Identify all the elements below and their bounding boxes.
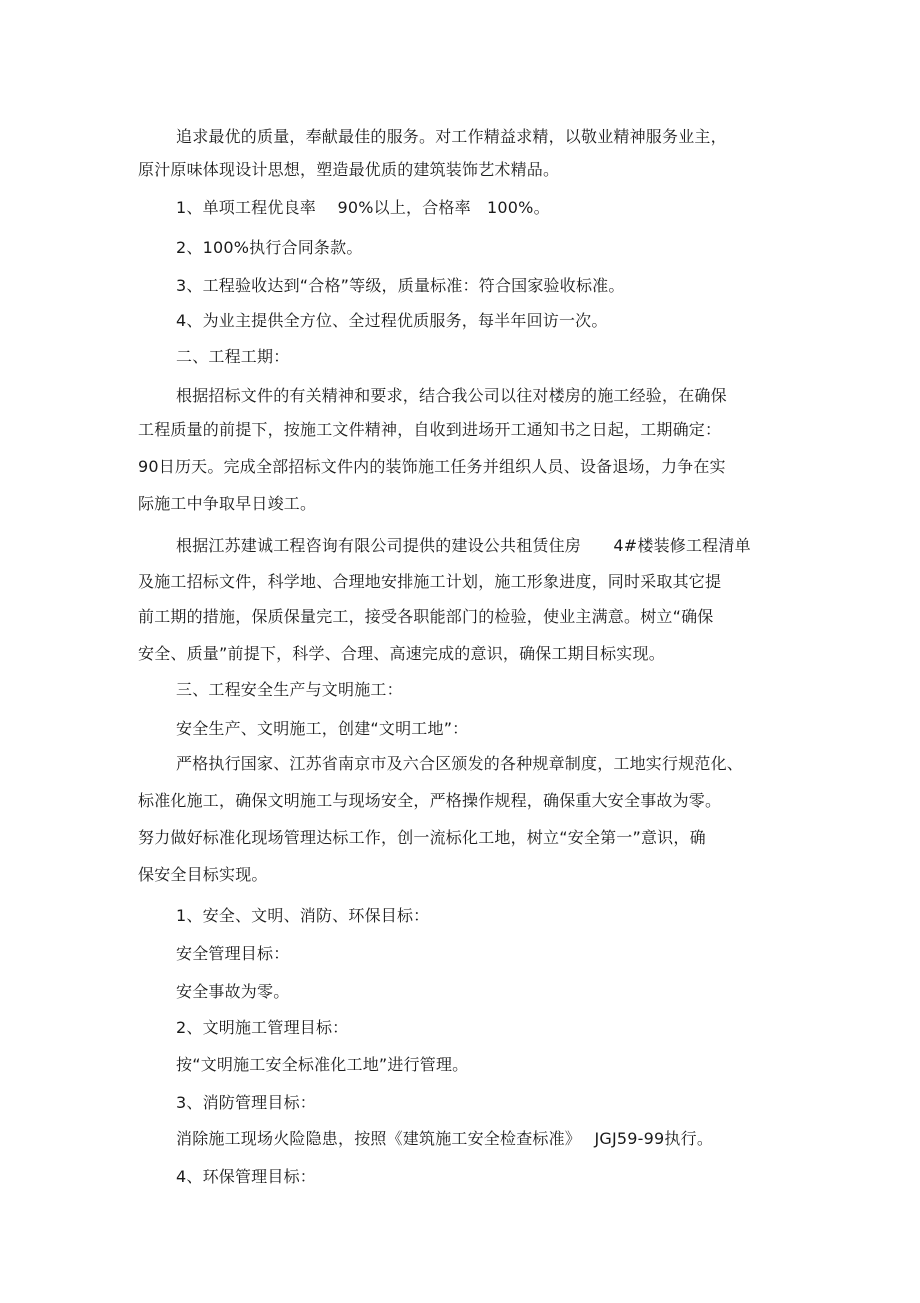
text-civilized-standard: 按“文明施工安全标准化工地”进行管理。 bbox=[176, 1055, 469, 1074]
text-zero-accidents: 安全事故为零。 bbox=[176, 982, 290, 1001]
paragraph-schedule-line-3: 90日历天。完成全部招标文件内的装饰施工任务并组织人员、设备退场，力争在实 bbox=[138, 457, 726, 476]
paragraph-plan-line-2: 及施工招标文件，科学地、合理地安排施工计划，施工形象进度，同时采取其它提 bbox=[138, 572, 722, 591]
section-heading-schedule: 二、工程工期： bbox=[176, 347, 290, 366]
list-item-environmental-management: 4、环保管理目标： bbox=[176, 1167, 316, 1186]
list-item-service: 4、为业主提供全方位、全过程优质服务，每半年回访一次。 bbox=[176, 311, 608, 330]
paragraph-plan-line-3: 前工期的措施，保质保量完工，接受各职能部门的检验，使业主满意。树立“确保 bbox=[138, 607, 714, 626]
paragraph-regulations-line-1: 严格执行国家、江苏省南京市及六合区颁发的各种规章制度，工地实行规范化、 bbox=[176, 754, 744, 773]
paragraph-regulations-line-2: 标准化施工，确保文明施工与现场安全，严格操作规程，确保重大安全事故为零。 bbox=[138, 791, 722, 810]
paragraph-schedule-line-4: 际施工中争取早日竣工。 bbox=[138, 494, 317, 513]
paragraph-schedule-line-1: 根据招标文件的有关精神和要求，结合我公司以往对楼房的施工经验，在确保 bbox=[176, 386, 727, 405]
list-item-acceptance-standard: 3、工程验收达到“合格”等级，质量标准：符合国家验收标准。 bbox=[176, 276, 625, 295]
paragraph-regulations-line-4: 保安全目标实现。 bbox=[138, 865, 268, 884]
list-item-fire-management: 3、消防管理目标： bbox=[176, 1093, 316, 1112]
list-item-excellence-rate: 1、单项工程优良率 90%以上，合格率 100%。 bbox=[176, 198, 550, 217]
paragraph-schedule-line-2: 工程质量的前提下，按施工文件精神，自收到进场开工通知书之日起，工期确定： bbox=[138, 420, 722, 439]
text-fire-standard: 消除施工现场火险隐患，按照《建筑施工安全检查标准》 JGJ59-99执行。 bbox=[176, 1129, 714, 1148]
paragraph-regulations-line-3: 努力做好标准化现场管理达标工作，创一流标化工地，树立“安全第一”意识，确 bbox=[138, 828, 706, 847]
paragraph-quality-goal-line-1: 追求最优的质量，奉献最佳的服务。对工作精益求精，以敬业精神服务业主， bbox=[176, 127, 727, 146]
section-heading-safety: 三、工程安全生产与文明施工： bbox=[176, 680, 403, 699]
paragraph-plan-line-1: 根据江苏建诚工程咨询有限公司提供的建设公共租赁住房 4#楼装修工程清单 bbox=[176, 536, 751, 555]
paragraph-plan-line-4: 安全、质量”前提下，科学、合理、高速完成的意识，确保工期目标实现。 bbox=[138, 644, 665, 663]
paragraph-safety-intro: 安全生产、文明施工，创建“文明工地”： bbox=[176, 719, 469, 738]
list-item-goals-heading: 1、安全、文明、消防、环保目标： bbox=[176, 906, 430, 925]
list-item-contract-terms: 2、100%执行合同条款。 bbox=[176, 238, 363, 257]
list-item-civilized-construction: 2、文明施工管理目标： bbox=[176, 1018, 349, 1037]
subheading-safety-management: 安全管理目标： bbox=[176, 944, 290, 963]
paragraph-quality-goal-line-2: 原汁原味体现设计思想，塑造最优质的建筑装饰艺术精品。 bbox=[138, 160, 560, 179]
